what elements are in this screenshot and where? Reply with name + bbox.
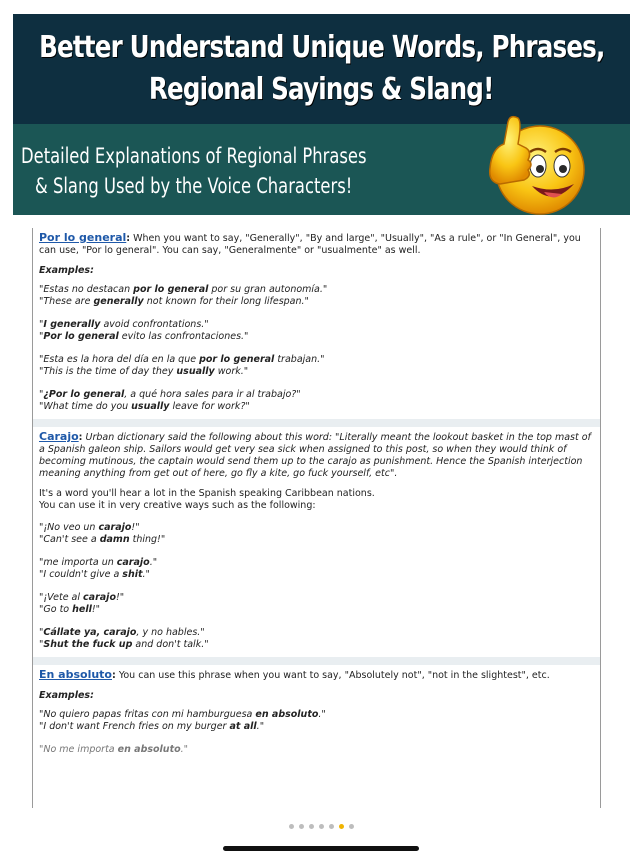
example-text: "¡Vete al [39, 592, 84, 603]
page-dot[interactable] [289, 824, 294, 829]
example-text: trabajan." [274, 354, 325, 365]
term-colon: : [112, 670, 116, 681]
example-text: !" [131, 522, 140, 533]
example-text: " [39, 389, 44, 400]
example-text [39, 709, 594, 721]
entry-description [39, 669, 594, 682]
example-text: ¿Por lo general [43, 389, 125, 400]
term-desc: Urban dictionary said the following about this word: "Literally meant the lookout basket in the top mast of a Spanish galeon ship. Sailors would get very sea sick when assigned to this post, so when they would think of becoming mutinous, the captain would send them up to the carajo as punishment. Hence the Spanish interjection meaning anything from get out of here, go fly a kite, go fuck yourself, etc". [39, 432, 591, 479]
example-text: "I don't want French fries on my burger [39, 721, 230, 732]
example-pair [39, 319, 594, 343]
section-divider [33, 657, 600, 665]
entry-paragraph [39, 500, 594, 512]
example-text: carajo [116, 557, 150, 568]
entry-por-lo-general [33, 228, 600, 419]
page-dot[interactable] [329, 824, 334, 829]
term-en-absoluto[interactable]: En absoluto [39, 668, 112, 681]
page-dot[interactable] [339, 824, 344, 829]
example-text [39, 296, 594, 308]
entry-en-absoluto [33, 665, 600, 769]
example-text: !" [115, 592, 125, 603]
example-text: at all [229, 721, 257, 732]
example-text: por su gran autonomía." [208, 284, 328, 295]
example-text: ." [256, 721, 265, 732]
page-dot[interactable] [319, 824, 324, 829]
example-text: Cállate ya, carajo [43, 627, 137, 638]
examples-label: Examples: [39, 690, 94, 701]
example-pair [39, 744, 594, 756]
example-text [39, 604, 594, 616]
banner-title-line1: Better Understand Unique Words, Phrases, [38, 30, 605, 65]
example-text: avoid confrontations." [100, 319, 209, 330]
example-pair [39, 627, 594, 651]
example-text: por lo general [199, 354, 275, 365]
example-text: ." [142, 569, 150, 580]
example-text: carajo [98, 522, 132, 533]
example-text: shit [122, 569, 143, 580]
example-text: hell [72, 604, 92, 615]
examples-label: Examples: [39, 265, 94, 276]
term-desc: When you want to say, "Generally", "By and large", "Usually", "As a rule", or "In General", you can use, "Por lo general". You can say, "Generalmente" or "usualmente" as well. [39, 233, 581, 256]
page-dot[interactable] [299, 824, 304, 829]
example-pair [39, 389, 594, 413]
banner-subtitle-line2: & Slang Used by the Voice Characters! [35, 174, 353, 198]
banner-title-line2: Regional Sayings & Slang! [149, 72, 494, 107]
example-text: You can use it in very creative ways such as the following: [39, 500, 316, 511]
example-text [39, 569, 594, 581]
example-text [39, 592, 594, 604]
example-text: "¡No veo un [39, 522, 99, 533]
example-text: , a qué hora sales para ir al trabajo?" [124, 389, 301, 400]
example-text [39, 401, 594, 413]
example-text: Por lo general [43, 331, 119, 342]
example-text: "Can't see a [39, 534, 100, 545]
page-dot[interactable] [349, 824, 354, 829]
example-text: en absoluto [255, 709, 319, 720]
example-text [39, 331, 594, 343]
example-pair [39, 557, 594, 581]
section-divider [33, 419, 600, 427]
example-text: I generally [43, 319, 101, 330]
example-text [39, 627, 594, 639]
example-text: not known for their long lifespan." [143, 296, 309, 307]
example-text [39, 319, 594, 331]
example-text: " [39, 627, 44, 638]
term-colon: : [126, 233, 131, 244]
example-pair [39, 592, 594, 616]
example-text: work." [214, 366, 249, 377]
example-text: "This is the time of day they [39, 366, 177, 377]
example-text [39, 366, 594, 378]
example-text: thing!" [129, 534, 166, 545]
term-desc: You can use this phrase when you want to say, "Absolutely not", "not in the slightest", etc. [115, 670, 550, 681]
example-text: ." [318, 709, 326, 720]
example-text: "Esta es la hora del día en la que [39, 354, 200, 365]
example-text [39, 522, 594, 534]
example-text: "What time do you [39, 401, 132, 412]
example-text [39, 744, 594, 756]
example-pair [39, 522, 594, 546]
example-text [39, 721, 594, 733]
example-text: damn [99, 534, 130, 545]
example-text: carajo [83, 592, 116, 603]
example-text: , y no hables." [136, 627, 205, 638]
example-text [39, 389, 594, 401]
example-text: and don't talk." [132, 639, 209, 650]
example-text [39, 354, 594, 366]
example-text: en absoluto [117, 744, 181, 755]
example-text: "Go to [39, 604, 73, 615]
entry-description [39, 431, 594, 480]
example-text: " [39, 319, 44, 330]
example-text: ." [180, 744, 189, 755]
home-indicator-bar[interactable] [223, 846, 419, 851]
example-pair [39, 709, 594, 733]
term-colon: : [78, 432, 83, 443]
page-dot[interactable] [309, 824, 314, 829]
example-pair [39, 284, 594, 308]
document-page [32, 228, 601, 808]
term-por-lo-general[interactable]: Por lo general [39, 231, 127, 244]
example-text [39, 639, 594, 651]
example-text: " [39, 331, 44, 342]
example-text: It's a word you'll hear a lot in the Spanish speaking Caribbean nations. [39, 488, 375, 499]
example-text [39, 284, 594, 296]
thumbs-up-emoji-icon [470, 108, 590, 223]
example-text: !" [91, 604, 101, 615]
example-text: "Estas no destacan [39, 284, 134, 295]
example-text [39, 557, 594, 569]
example-text: por lo general [133, 284, 209, 295]
page-indicator[interactable] [0, 824, 643, 829]
example-text: "These are [39, 296, 94, 307]
example-text: " [39, 639, 44, 650]
example-text: Shut the fuck up [43, 639, 133, 650]
entry-description [39, 232, 594, 257]
example-pair [39, 354, 594, 378]
example-text: usually [176, 366, 215, 377]
example-text: "No me importa [39, 744, 118, 755]
example-text [39, 534, 594, 546]
example-text: "I couldn't give a [39, 569, 123, 580]
example-text: evito las confrontaciones." [118, 331, 249, 342]
term-carajo[interactable]: Carajo [39, 430, 79, 443]
example-text: "me importa un [39, 557, 117, 568]
example-text: "No quiero papas fritas con mi hamburguesa [39, 709, 256, 720]
entry-paragraph [39, 488, 594, 500]
example-text: leave for work?" [169, 401, 250, 412]
banner-subtitle-line1: Detailed Explanations of Regional Phrases [21, 144, 367, 168]
example-text: generally [93, 296, 144, 307]
example-text: ." [149, 557, 158, 568]
entry-carajo [33, 427, 600, 657]
example-text: usually [131, 401, 170, 412]
